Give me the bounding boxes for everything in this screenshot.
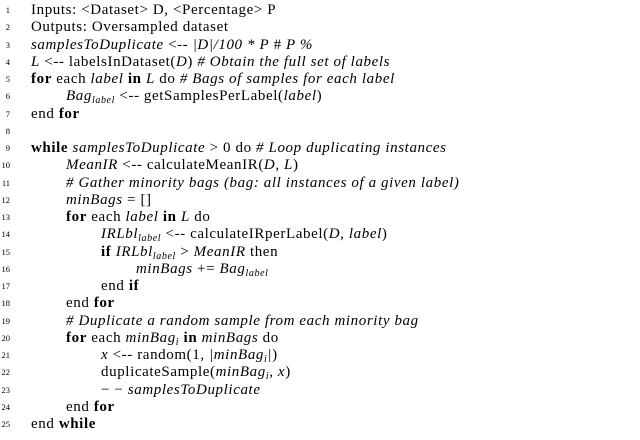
code-token: end bbox=[66, 295, 94, 312]
code-token: each bbox=[86, 329, 126, 346]
code-token: each bbox=[86, 209, 126, 225]
code-token: , x bbox=[269, 364, 286, 381]
line-number: 19 bbox=[1, 315, 10, 326]
code-line bbox=[0, 260, 640, 278]
code-token: <-- getSamplesPerLabel( bbox=[114, 88, 284, 105]
line-number: 11 bbox=[1, 177, 10, 188]
code-line bbox=[0, 36, 640, 54]
line-number: 23 bbox=[1, 384, 10, 395]
comment: # Loop duplicating instances bbox=[256, 140, 447, 156]
code-token: # bbox=[269, 36, 287, 53]
code-token: L bbox=[180, 209, 190, 225]
code-line bbox=[0, 174, 640, 192]
code-text bbox=[31, 139, 447, 157]
subscript: i bbox=[265, 371, 270, 383]
code-token: do bbox=[189, 209, 211, 225]
code-line bbox=[0, 70, 640, 88]
line-number: 4 bbox=[5, 56, 10, 67]
line-number: 10 bbox=[1, 160, 10, 171]
code-token: ) bbox=[272, 347, 278, 363]
code-token: <-- random(1, bbox=[108, 347, 210, 363]
code-text bbox=[31, 36, 313, 54]
code-token: = [] bbox=[122, 191, 152, 208]
code-token: IRLbl bbox=[101, 226, 139, 243]
code-text bbox=[66, 294, 115, 312]
code-text bbox=[66, 312, 419, 330]
code-token: MeanIR bbox=[66, 157, 118, 174]
code-text bbox=[31, 415, 96, 433]
code-token: − − bbox=[101, 381, 128, 398]
code-token: L bbox=[145, 71, 155, 87]
code-line bbox=[0, 363, 640, 381]
code-token: L bbox=[31, 53, 40, 70]
line-number: 13 bbox=[1, 212, 10, 222]
code-text bbox=[136, 260, 269, 278]
code-token: D, label bbox=[328, 226, 382, 243]
code-token: end bbox=[31, 416, 59, 432]
code-text bbox=[101, 363, 291, 381]
line-number: 15 bbox=[1, 246, 10, 257]
code-token: minBags bbox=[201, 329, 259, 346]
keyword: in bbox=[183, 329, 198, 346]
comment: # Bags of samples for each label bbox=[179, 71, 395, 87]
code-line bbox=[0, 398, 640, 416]
code-line bbox=[0, 312, 640, 330]
code-line bbox=[0, 381, 640, 399]
code-token: minBag bbox=[215, 364, 266, 381]
code-token: label bbox=[283, 88, 317, 105]
code-token: | bbox=[267, 347, 273, 363]
code-line bbox=[0, 415, 640, 433]
code-token: samplesToDuplicate bbox=[72, 140, 206, 156]
line-number: 7 bbox=[5, 108, 10, 119]
code-token: MeanIR bbox=[193, 243, 246, 260]
line-number: 25 bbox=[1, 419, 10, 429]
code-line bbox=[0, 329, 640, 347]
code-token: P % bbox=[286, 36, 313, 53]
subscript: i bbox=[175, 336, 180, 348]
code-line bbox=[0, 225, 640, 243]
code-token: end bbox=[31, 105, 59, 122]
line-number: 1 bbox=[5, 5, 10, 15]
code-text bbox=[66, 156, 299, 174]
line-number: 17 bbox=[1, 281, 10, 291]
code-token: minBags bbox=[136, 260, 193, 277]
code-line bbox=[0, 208, 640, 226]
code-token: duplicateSample( bbox=[101, 364, 216, 381]
line-number: 5 bbox=[5, 74, 10, 84]
code-token: label bbox=[125, 209, 159, 225]
code-token: ) bbox=[316, 88, 323, 105]
keyword: for bbox=[31, 71, 52, 87]
code-token: Inputs: <Dataset> D, <Percentage> P bbox=[31, 2, 277, 18]
line-number: 9 bbox=[5, 143, 10, 153]
code-line bbox=[0, 139, 640, 157]
line-number: 24 bbox=[1, 401, 10, 412]
code-token: ) bbox=[187, 53, 198, 70]
line-number: 22 bbox=[1, 367, 10, 378]
keyword: for bbox=[58, 105, 80, 122]
code-token: do bbox=[258, 329, 279, 346]
code-token: |minBag bbox=[209, 347, 265, 363]
code-token: D, L bbox=[263, 157, 293, 174]
line-number: 6 bbox=[5, 91, 10, 102]
code-line bbox=[0, 1, 640, 19]
code-line bbox=[0, 122, 640, 140]
code-text bbox=[31, 53, 390, 71]
code-token: ) bbox=[293, 157, 299, 174]
code-text bbox=[66, 208, 210, 226]
code-line bbox=[0, 191, 640, 209]
code-token: ) bbox=[381, 226, 388, 243]
code-text bbox=[31, 1, 276, 19]
code-text bbox=[31, 70, 395, 88]
code-text bbox=[66, 191, 152, 209]
comment: # Gather minority bags (bag: all instances of a given label) bbox=[66, 174, 460, 191]
line-number: 14 bbox=[1, 229, 10, 240]
code-line bbox=[0, 53, 640, 71]
code-text bbox=[101, 381, 261, 399]
keyword: while bbox=[31, 140, 69, 156]
code-token: Bag bbox=[66, 88, 92, 105]
line-number: 16 bbox=[1, 263, 10, 274]
code-text bbox=[101, 346, 278, 364]
subscript: i bbox=[264, 354, 268, 365]
keyword: in bbox=[127, 71, 142, 87]
code-token: minBag bbox=[125, 329, 176, 346]
code-token: += bbox=[192, 260, 220, 277]
keyword: for bbox=[66, 209, 87, 225]
code-text bbox=[66, 87, 322, 105]
code-line bbox=[0, 243, 640, 261]
keyword: for bbox=[93, 398, 115, 415]
keyword: if bbox=[128, 278, 140, 294]
code-token: > 0 do bbox=[205, 140, 257, 156]
code-token: <-- bbox=[163, 36, 193, 53]
code-token: end bbox=[66, 398, 94, 415]
code-token: samplesToDuplicate bbox=[31, 36, 164, 53]
code-text bbox=[66, 329, 279, 347]
code-text bbox=[101, 225, 387, 243]
code-token: IRLbl bbox=[115, 243, 153, 260]
line-number: 8 bbox=[5, 125, 10, 136]
code-token: x bbox=[101, 347, 109, 363]
code-text bbox=[31, 105, 80, 123]
subscript: label bbox=[152, 250, 176, 262]
code-token: end bbox=[101, 278, 129, 294]
keyword: if bbox=[101, 243, 112, 260]
code-text bbox=[101, 243, 278, 261]
line-number: 2 bbox=[5, 22, 10, 33]
code-text bbox=[66, 174, 459, 192]
line-number: 20 bbox=[1, 332, 10, 343]
code-token: minBags bbox=[66, 191, 123, 208]
code-token: do bbox=[154, 71, 180, 87]
code-text bbox=[66, 398, 115, 416]
code-line bbox=[0, 105, 640, 123]
code-token: each bbox=[51, 71, 91, 87]
keyword: in bbox=[162, 209, 177, 225]
code-token: Bag bbox=[219, 260, 246, 277]
code-token: <-- calculateIRperLabel( bbox=[161, 226, 329, 243]
code-token: ) bbox=[285, 364, 291, 381]
keyword: for bbox=[93, 295, 115, 312]
code-line bbox=[0, 294, 640, 312]
code-text bbox=[101, 277, 139, 295]
subscript: label bbox=[91, 95, 115, 107]
code-line bbox=[0, 87, 640, 105]
code-token: <-- labelsInDataset( bbox=[39, 53, 176, 70]
comment: # Obtain the full set of labels bbox=[197, 53, 391, 70]
code-token: Outputs: Oversampled dataset bbox=[31, 19, 229, 36]
line-number: 12 bbox=[1, 194, 10, 205]
line-number: 18 bbox=[1, 298, 10, 309]
code-text bbox=[31, 18, 229, 36]
code-token: samplesToDuplicate bbox=[127, 381, 261, 398]
code-token: D bbox=[175, 53, 188, 70]
code-token: then bbox=[245, 243, 279, 260]
code-line bbox=[0, 346, 640, 364]
subscript: label bbox=[138, 233, 162, 245]
line-number: 3 bbox=[5, 39, 10, 50]
code-token: label bbox=[90, 71, 124, 87]
code-line bbox=[0, 18, 640, 36]
keyword: for bbox=[66, 329, 87, 346]
comment: # Duplicate a random sample from each minority bag bbox=[66, 312, 419, 329]
code-token: |D|/100 * P bbox=[192, 36, 270, 53]
keyword: while bbox=[58, 416, 96, 432]
code-line bbox=[0, 156, 640, 174]
subscript: label bbox=[245, 267, 269, 279]
code-line bbox=[0, 277, 640, 295]
line-number: 21 bbox=[1, 350, 10, 360]
code-token: > bbox=[175, 243, 194, 260]
code-token: <-- calculateMeanIR( bbox=[117, 157, 264, 174]
